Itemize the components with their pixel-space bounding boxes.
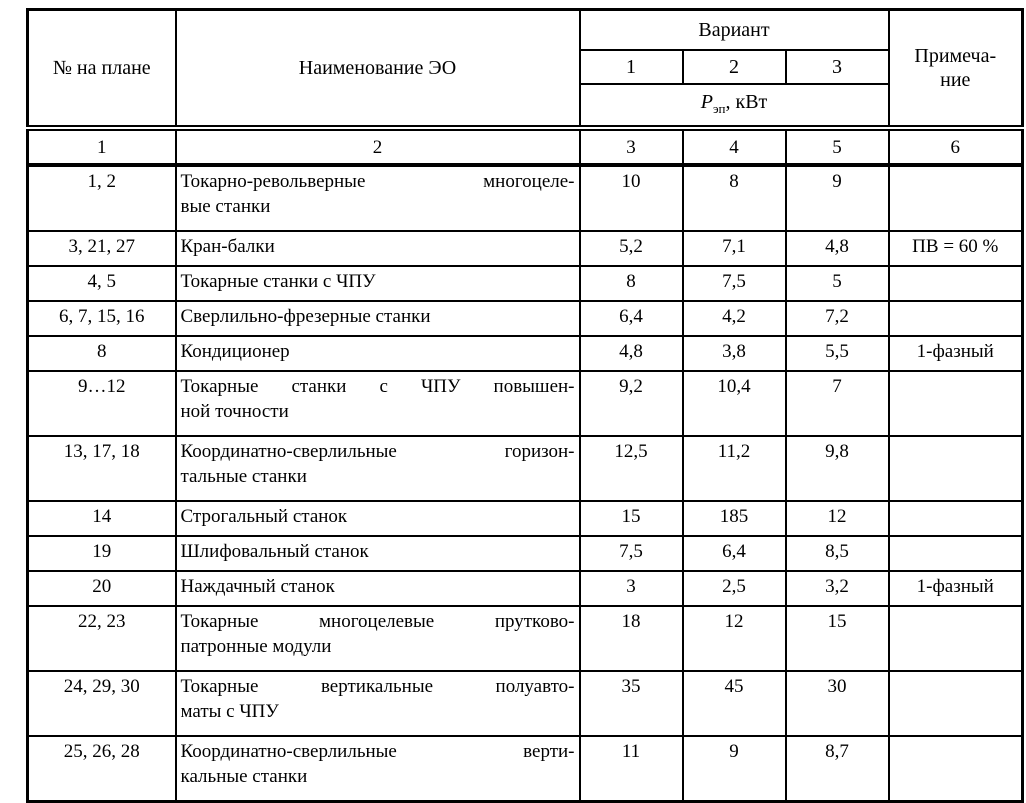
note-header-line2: ние (940, 69, 971, 91)
table-row (28, 165, 1023, 231)
variant-3-header: 3 (786, 50, 889, 84)
power-value-variant-3-cell: 9,8 (786, 436, 889, 501)
equipment-name-cell (176, 336, 580, 371)
note-cell (889, 671, 1023, 736)
power-value-variant-1-cell: 18 (580, 606, 683, 671)
equipment-name-line: кальные станки (180, 766, 308, 787)
power-value-variant-3-cell: 5 (786, 266, 889, 301)
power-value-variant-1-cell: 11 (580, 736, 683, 802)
note-cell (889, 371, 1023, 436)
header-row-variant (28, 10, 1023, 51)
table-header (28, 10, 1023, 166)
equipment-name-cell (176, 501, 580, 536)
equipment-name-line: патронные модули (180, 636, 332, 657)
equipment-name-cell (176, 301, 580, 336)
column-number-3: 3 (580, 128, 683, 165)
power-value-variant-2-cell: 9 (683, 736, 786, 802)
power-unit-label: , кВт (725, 90, 768, 113)
equipment-name-line: тальные станки (180, 466, 307, 487)
note-cell (889, 436, 1023, 501)
power-value-variant-1-cell: 5,2 (580, 231, 683, 266)
table-row (28, 266, 1023, 301)
equipment-name-line: Координатно-сверлильные горизон- (180, 441, 575, 462)
power-value-variant-3-cell: 9 (786, 165, 889, 231)
column-header-note (889, 10, 1023, 129)
table-row (28, 536, 1023, 571)
power-value-variant-3-cell: 30 (786, 671, 889, 736)
power-value-variant-3-cell: 8,5 (786, 536, 889, 571)
note-cell (889, 301, 1023, 336)
power-value-variant-3-cell: 4,8 (786, 231, 889, 266)
column-numbering-row (28, 128, 1023, 165)
equipment-name-line: Сверлильно-фрезерные станки (180, 306, 431, 327)
table-row (28, 301, 1023, 336)
power-symbol: P (700, 90, 713, 113)
plan-number-cell: 3, 21, 27 (28, 231, 176, 266)
equipment-name-line: Токарные вертикальные полуавто- (180, 676, 575, 697)
power-value-variant-2-cell: 10,4 (683, 371, 786, 436)
power-value-variant-2-cell: 6,4 (683, 536, 786, 571)
table-row (28, 501, 1023, 536)
column-number-1: 1 (28, 128, 176, 165)
plan-number-cell: 4, 5 (28, 266, 176, 301)
power-value-variant-1-cell: 12,5 (580, 436, 683, 501)
plan-number-cell: 24, 29, 30 (28, 671, 176, 736)
power-value-variant-3-cell: 7,2 (786, 301, 889, 336)
plan-number-cell: 6, 7, 15, 16 (28, 301, 176, 336)
table-row (28, 606, 1023, 671)
note-header-line1: Примеча- (914, 45, 997, 67)
power-value-variant-2-cell: 185 (683, 501, 786, 536)
column-header-plan-number: № на плане (28, 10, 176, 129)
note-cell (889, 536, 1023, 571)
plan-number-cell: 22, 23 (28, 606, 176, 671)
table-row (28, 736, 1023, 802)
equipment-name-line: ной точности (180, 401, 289, 422)
column-header-equipment-name: Наименование ЭО (176, 10, 580, 129)
column-number-5: 5 (786, 128, 889, 165)
equipment-name-line: Строгальный станок (180, 506, 348, 527)
power-value-variant-2-cell: 7,5 (683, 266, 786, 301)
plan-number-cell: 8 (28, 336, 176, 371)
power-value-variant-2-cell: 3,8 (683, 336, 786, 371)
column-group-header-variant: Вариант (580, 10, 889, 51)
equipment-name-cell (176, 736, 580, 802)
variant-1-header: 1 (580, 50, 683, 84)
note-cell: ПВ = 60 % (889, 231, 1023, 266)
equipment-name-cell (176, 231, 580, 266)
equipment-name-line: Токарные станки с ЧПУ повышен- (180, 376, 575, 397)
equipment-power-table (26, 8, 1024, 803)
note-cell: 1-фазный (889, 571, 1023, 606)
table-body (28, 165, 1023, 802)
equipment-name-line: маты с ЧПУ (180, 701, 279, 722)
plan-number-cell: 25, 26, 28 (28, 736, 176, 802)
equipment-name-line: Токарные станки с ЧПУ (180, 271, 376, 292)
equipment-name-line: Токарные многоцелевые прутково- (180, 611, 575, 632)
power-value-variant-1-cell: 3 (580, 571, 683, 606)
plan-number-cell: 20 (28, 571, 176, 606)
table-row (28, 571, 1023, 606)
plan-number-cell: 1, 2 (28, 165, 176, 231)
equipment-name-cell (176, 371, 580, 436)
note-cell (889, 736, 1023, 802)
power-value-variant-3-cell: 8,7 (786, 736, 889, 802)
power-value-variant-3-cell: 7 (786, 371, 889, 436)
power-value-variant-2-cell: 11,2 (683, 436, 786, 501)
equipment-name-cell (176, 671, 580, 736)
power-value-variant-2-cell: 45 (683, 671, 786, 736)
table-row (28, 231, 1023, 266)
power-value-variant-2-cell: 8 (683, 165, 786, 231)
column-number-6: 6 (889, 128, 1023, 165)
power-value-variant-1-cell: 35 (580, 671, 683, 736)
power-value-variant-2-cell: 12 (683, 606, 786, 671)
note-cell (889, 501, 1023, 536)
equipment-name-cell (176, 165, 580, 231)
note-cell: 1-фазный (889, 336, 1023, 371)
equipment-name-line: вые станки (180, 196, 271, 217)
equipment-name-cell (176, 266, 580, 301)
table-row (28, 371, 1023, 436)
equipment-name-line: Наждачный станок (180, 576, 335, 597)
table-row (28, 671, 1023, 736)
table-row (28, 336, 1023, 371)
equipment-name-line: Кран-балки (180, 236, 275, 257)
power-value-variant-2-cell: 4,2 (683, 301, 786, 336)
power-value-variant-1-cell: 10 (580, 165, 683, 231)
note-cell (889, 266, 1023, 301)
equipment-name-cell (176, 436, 580, 501)
plan-number-cell: 14 (28, 501, 176, 536)
power-value-variant-2-cell: 2,5 (683, 571, 786, 606)
equipment-name-line: Координатно-сверлильные верти- (180, 741, 575, 762)
equipment-name-cell (176, 606, 580, 671)
variant-2-header: 2 (683, 50, 786, 84)
table-row (28, 436, 1023, 501)
equipment-name-line: Шлифовальный станок (180, 541, 369, 562)
power-value-variant-3-cell: 12 (786, 501, 889, 536)
power-value-variant-3-cell: 5,5 (786, 336, 889, 371)
equipment-name-line: Кондиционер (180, 341, 290, 362)
power-value-variant-1-cell: 4,8 (580, 336, 683, 371)
power-subscript: эп (712, 100, 726, 116)
column-number-4: 4 (683, 128, 786, 165)
plan-number-cell: 19 (28, 536, 176, 571)
power-value-variant-3-cell: 3,2 (786, 571, 889, 606)
power-value-variant-2-cell: 7,1 (683, 231, 786, 266)
note-cell (889, 165, 1023, 231)
power-value-variant-3-cell: 15 (786, 606, 889, 671)
power-value-variant-1-cell: 7,5 (580, 536, 683, 571)
equipment-name-cell (176, 536, 580, 571)
power-unit-header (580, 84, 889, 128)
power-value-variant-1-cell: 6,4 (580, 301, 683, 336)
equipment-name-line: Токарно-револьверные многоцеле- (180, 171, 575, 192)
power-value-variant-1-cell: 9,2 (580, 371, 683, 436)
equipment-name-cell (176, 571, 580, 606)
plan-number-cell: 9…12 (28, 371, 176, 436)
column-number-2: 2 (176, 128, 580, 165)
power-value-variant-1-cell: 15 (580, 501, 683, 536)
plan-number-cell: 13, 17, 18 (28, 436, 176, 501)
power-value-variant-1-cell: 8 (580, 266, 683, 301)
note-cell (889, 606, 1023, 671)
